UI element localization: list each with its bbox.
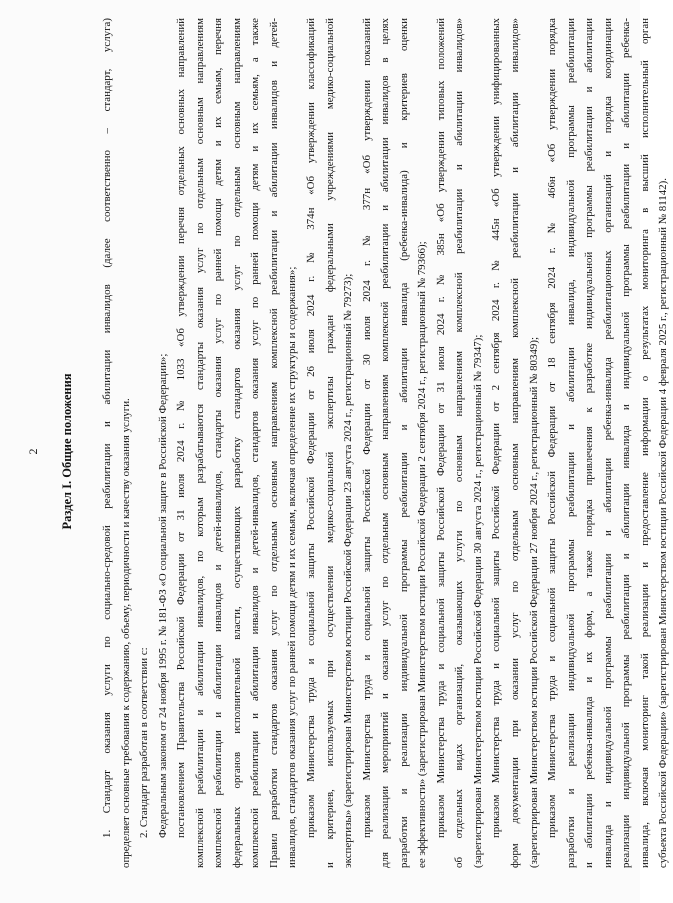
section-title: Раздел I. Общие положения (60, 373, 74, 530)
text-line: комплексной реабилитации и абилитации инвалидов, по которым разрабатываются стандарты оказания услуг по отдельным основным направлениям (193, 18, 206, 868)
text-line: и абилитации ребенка-инвалида и их форм, а также порядка привлечения к разработке индивидуальной программы реабилитации и абилитации (583, 18, 596, 868)
text-line: экспертизы» (зарегистрирован Министерством юстиции Российской Федерации 23 августа 2024 г., регистрационный № 79273); (342, 273, 355, 868)
text-line: определяет основные требования к содержанию, объему, периодичности и качеству оказания услуги. (119, 398, 132, 868)
text-line: приказом Министерства труда и социальной защиты Российской Федерации от 2 сентября 2024 г. № 445н «Об утверждении унифицированных (490, 18, 503, 838)
text-line: приказом Министерства труда и социальной защиты Российской Федерации от 31 июля 2024 г. № 385н «Об утверждении типовых положений (434, 18, 447, 838)
text-line: форм документации при оказании услуг по отдельным основным направлениям комплексной реабилитации и абилитации инвалидов» (509, 18, 522, 868)
text-line: инвалидов, стандартов оказания услуг по ранней помощи детям и их семьям, включая определение их структуры и содержания»; (286, 266, 299, 868)
text-line: разработки и реализации индивидуальной программы реабилитации и абилитации инвалида (ребенка-инвалида) и критериев оценки (397, 18, 410, 868)
page-number: 2 (26, 448, 40, 455)
text-line: для реализации мероприятий и оказания услуг по отдельным основным направлениям комплексной реабилитации и абилитации инвалидов в целях (379, 18, 392, 868)
text-line: ее эффективности» (зарегистрирован Министерством юстиции Российской Федерации 2 сентября 2024 г., регистрационный № 79366); (416, 241, 429, 868)
text-line: разработки и реализации индивидуальной программы реабилитации и абилитации инвалида, индивидуальной программы реабилитации (564, 18, 577, 868)
text-line: приказом Министерства труда и социальной защиты Российской Федерации от 26 июля 2024 г. № 374н «Об утверждении классификаций (305, 18, 318, 838)
text-line: (зарегистрирован Министерством юстиции Российской Федерации 27 ноября 2024 г., регистрационный № 80349); (527, 337, 540, 868)
text-line: субъекта Российской Федерации» (зарегистрирован Министерством юстиции Российской Федерации 4 февраля 2025 г., регистрационный № 81142). (657, 178, 670, 868)
text-line: инвалида и индивидуальной программы реабилитации и абилитации ребенка-инвалида реабилитационных организаций и порядка координации (601, 18, 614, 868)
text-line: федеральных органов исполнительной власти, осуществляющих разработку стандартов оказания услуг по отдельным основным направлениям (230, 18, 243, 868)
text-line: приказом Министерства труда и социальной защиты Российской Федерации от 30 июля 2024 г. № 377н «Об утверждении показаний (360, 18, 373, 838)
text-line: Правил разработки стандартов оказания услуг по отдельным основным направлениям комплексной реабилитации и абилитации инвалидов и детей- (267, 18, 280, 868)
text-line: постановлением Правительства Российской Федерации от 31 июля 2024 г. № 1033 «Об утверждении перечня отдельных основных направлений (175, 18, 188, 838)
text-line: комплексной реабилитации и абилитации инвалидов и детей-инвалидов, стандартов оказания услуг по ранней помощи детям и их семьям, а также (249, 18, 262, 868)
text-line: об отдельных видах организаций, оказывающих услуги по основным направлениям комплексной реабилитации и абилитации инвалидов» (453, 18, 466, 868)
text-line: приказом Министерства труда и социальной защиты Российской Федерации от 18 сентября 2024 г. № 466н «Об утверждении порядка (546, 18, 559, 838)
text-line: инвалида, включая мониторинг такой реализации и предоставление информации о результатах мониторинга в высший исполнительный орган (638, 18, 651, 868)
document-body (98, 18, 673, 868)
text-line: 1. Стандарт оказания услуги по социально-средовой реабилитации и абилитации инвалидов (далее соответственно – стандарт, услуга) (101, 18, 113, 838)
text-line: и критериев, используемых при осуществлении медико-социальной экспертизы граждан федеральными учреждениями медико-социальной (323, 18, 336, 868)
text-line: 2. Стандарт разработан в соответствии с: (138, 647, 151, 838)
text-line: (зарегистрирован Министерством юстиции Российской Федерации 30 августа 2024 г., регистрационный № 79347); (471, 334, 484, 868)
text-line: комплексной реабилитации и абилитации инвалидов и детей-инвалидов, стандарты оказания услуг по ранней помощи детям и их семьям, перечня (212, 18, 225, 868)
text-line: реализации индивидуальной программы реабилитации и абилитации инвалида и индивидуальной программы реабилитации и абилитации ребенка- (620, 18, 633, 868)
text-line: Федеральным законом от 24 ноября 1995 г. № 181-ФЗ «О социальной защите в Российской Федерации»; (156, 353, 169, 838)
